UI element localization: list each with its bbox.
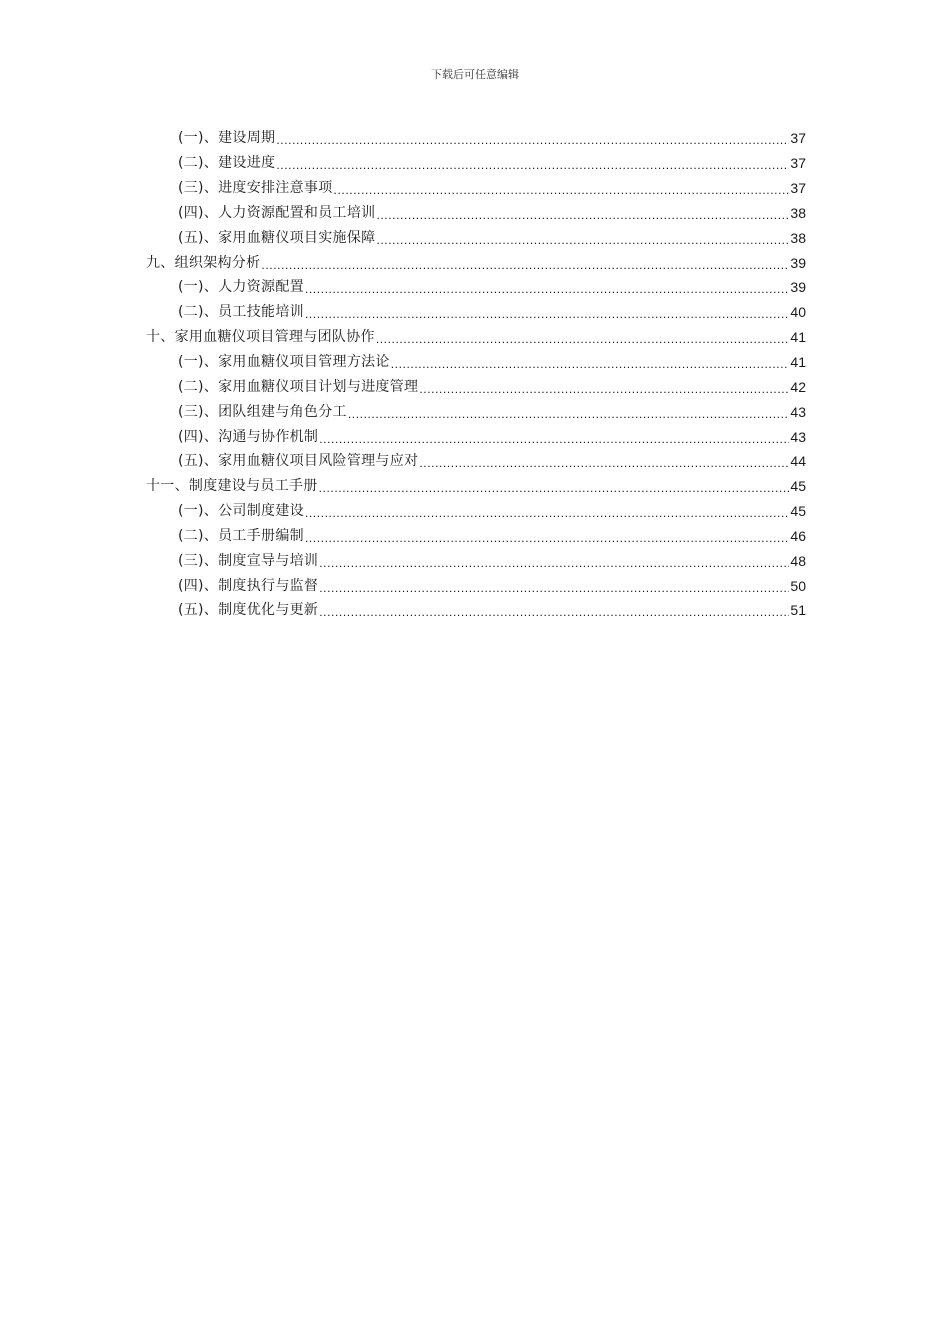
toc-entry[interactable] xyxy=(146,325,806,350)
toc-entry-page-number: 46 xyxy=(790,527,806,544)
toc-entry-page-number: 37 xyxy=(790,130,806,147)
toc-entry-page-number: 37 xyxy=(790,155,806,172)
toc-entry-page-number: 40 xyxy=(790,304,806,321)
toc-dot-leader xyxy=(376,209,789,221)
toc-entry-page-number: 43 xyxy=(790,403,806,420)
toc-entry[interactable] xyxy=(146,126,806,151)
toc-entry[interactable] xyxy=(146,151,806,176)
toc-entry-title: (二)、员工技能培训 xyxy=(178,304,304,321)
toc-entry[interactable] xyxy=(146,598,806,623)
toc-entry-page-number: 45 xyxy=(790,503,806,520)
toc-entry-title: (二)、员工手册编制 xyxy=(178,527,304,544)
toc-entry-title: (三)、团队组建与角色分工 xyxy=(178,403,347,420)
toc-entry[interactable] xyxy=(146,201,806,226)
toc-entry-page-number: 41 xyxy=(790,354,806,371)
toc-entry-title: (五)、制度优化与更新 xyxy=(178,602,319,619)
toc-entry-title: (一)、建设周期 xyxy=(178,130,276,147)
toc-dot-leader xyxy=(261,259,789,271)
toc-entry-page-number: 45 xyxy=(790,478,806,495)
toc-entry-title: (三)、进度安排注意事项 xyxy=(178,180,333,197)
toc-dot-leader xyxy=(391,358,790,370)
toc-entry[interactable] xyxy=(146,524,806,549)
toc-entry-title: (四)、沟通与协作机制 xyxy=(178,428,319,445)
toc-dot-leader xyxy=(276,134,789,146)
toc-entry-title: (一)、家用血糖仪项目管理方法论 xyxy=(178,354,390,371)
toc-entry[interactable] xyxy=(146,399,806,424)
toc-entry-page-number: 44 xyxy=(790,453,806,470)
page-header: 下载后可任意编辑 xyxy=(431,68,519,81)
toc-dot-leader xyxy=(419,457,789,469)
toc-dot-leader xyxy=(319,582,789,594)
toc-entry-page-number: 37 xyxy=(790,180,806,197)
toc-entry-title: (五)、家用血糖仪项目风险管理与应对 xyxy=(178,453,419,470)
toc-entry-title: (三)、制度宣导与培训 xyxy=(178,552,319,569)
toc-entry-title: (二)、家用血糖仪项目计划与进度管理 xyxy=(178,378,419,395)
toc-entry-page-number: 50 xyxy=(790,577,806,594)
toc-dot-leader xyxy=(348,408,790,420)
toc-entry-title: 十一、制度建设与员工手册 xyxy=(146,478,318,495)
toc-dot-leader xyxy=(376,234,789,246)
toc-entry-title: 十、家用血糖仪项目管理与团队协作 xyxy=(146,329,375,346)
toc-entry[interactable] xyxy=(146,449,806,474)
toc-entry-title: (五)、家用血糖仪项目实施保障 xyxy=(178,229,376,246)
toc-entry[interactable] xyxy=(146,499,806,524)
toc-entry-page-number: 39 xyxy=(790,254,806,271)
toc-entry-page-number: 51 xyxy=(790,602,806,619)
toc-dot-leader xyxy=(305,308,789,320)
toc-entry[interactable] xyxy=(146,176,806,201)
toc-entry[interactable] xyxy=(146,474,806,499)
toc-entry-title: (一)、人力资源配置 xyxy=(178,279,304,296)
toc-entry-page-number: 38 xyxy=(790,229,806,246)
toc-dot-leader xyxy=(376,333,790,345)
toc-dot-leader xyxy=(305,283,789,295)
toc-dot-leader xyxy=(334,184,790,196)
toc-dot-leader xyxy=(419,383,789,395)
toc-entry[interactable] xyxy=(146,350,806,375)
toc-entry[interactable] xyxy=(146,573,806,598)
toc-dot-leader xyxy=(319,482,790,494)
toc-dot-leader xyxy=(319,557,789,569)
toc-entry-title: (四)、制度执行与监督 xyxy=(178,577,319,594)
toc-entry-page-number: 48 xyxy=(790,552,806,569)
toc-entry[interactable] xyxy=(146,225,806,250)
toc-dot-leader xyxy=(319,606,789,618)
toc-entry[interactable] xyxy=(146,548,806,573)
toc-entry-title: (二)、建设进度 xyxy=(178,155,276,172)
toc-entry-page-number: 42 xyxy=(790,378,806,395)
toc-entry[interactable] xyxy=(146,374,806,399)
toc-entry-page-number: 41 xyxy=(790,329,806,346)
toc-dot-leader xyxy=(305,532,789,544)
toc-entry-title: 九、组织架构分析 xyxy=(146,254,261,271)
toc-entry-page-number: 39 xyxy=(790,279,806,296)
toc-entry[interactable] xyxy=(146,424,806,449)
toc-dot-leader xyxy=(305,507,789,519)
toc-entry-title: (四)、人力资源配置和员工培训 xyxy=(178,204,376,221)
toc-dot-leader xyxy=(276,159,789,171)
toc-entry[interactable] xyxy=(146,275,806,300)
toc-entry-page-number: 38 xyxy=(790,204,806,221)
toc-entry[interactable] xyxy=(146,300,806,325)
toc-entry-title: (一)、公司制度建设 xyxy=(178,503,304,520)
table-of-contents xyxy=(146,126,806,623)
toc-dot-leader xyxy=(319,433,789,445)
toc-entry-page-number: 43 xyxy=(790,428,806,445)
toc-entry[interactable] xyxy=(146,250,806,275)
